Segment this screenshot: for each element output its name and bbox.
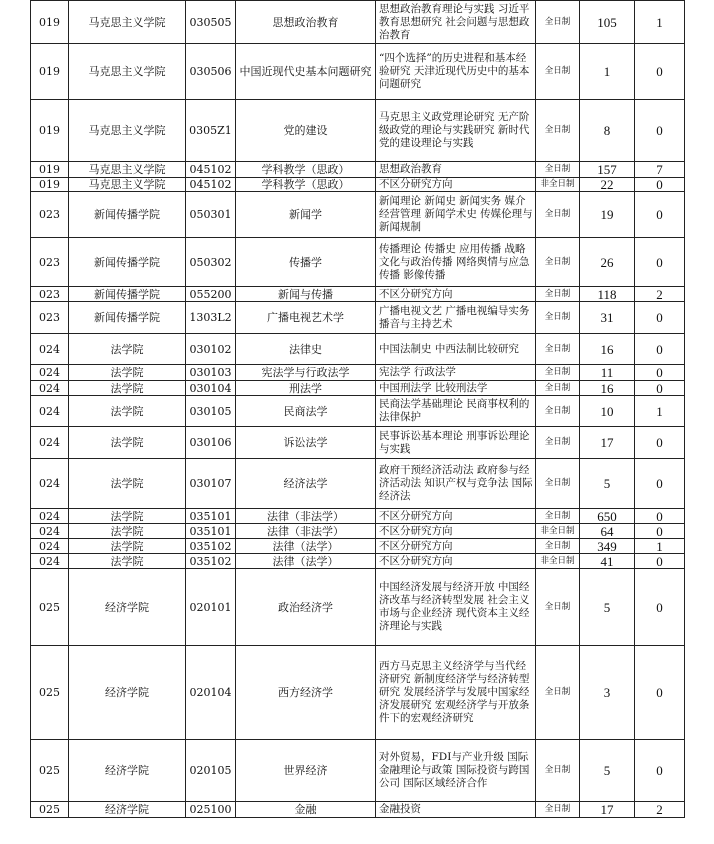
major-code-cell: 020104	[186, 646, 236, 740]
table-row	[31, 238, 685, 287]
admitted-cell: 0	[635, 100, 685, 162]
major-code-cell: 030107	[186, 459, 236, 509]
dept-code-cell: 025	[31, 646, 69, 740]
admitted-cell: 0	[635, 740, 685, 802]
department-cell: 法学院	[69, 554, 186, 569]
admitted-cell: 1	[635, 396, 685, 427]
table-row	[31, 381, 685, 396]
major-cell: 法律（法学）	[236, 554, 376, 569]
applicants-cell: 19	[580, 192, 635, 238]
applicants-cell: 10	[580, 396, 635, 427]
dept-code-cell: 024	[31, 459, 69, 509]
table-row	[31, 459, 685, 509]
department-cell: 法学院	[69, 334, 186, 365]
dept-code-cell: 023	[31, 192, 69, 238]
admitted-cell: 0	[635, 44, 685, 100]
dept-code-cell: 023	[31, 302, 69, 334]
admitted-cell: 0	[635, 569, 685, 646]
direction-cell: 中国法制史 中西法制比较研究	[376, 334, 536, 365]
direction-cell: 传播理论 传播史 应用传播 战略文化与政治传播 网络舆情与应急传播 影像传播	[376, 238, 536, 287]
admitted-cell: 0	[635, 192, 685, 238]
table-body	[31, 1, 685, 818]
applicants-cell: 17	[580, 802, 635, 818]
study-mode-cell: 全日制	[536, 334, 580, 365]
admitted-cell: 2	[635, 287, 685, 302]
major-code-cell: 050302	[186, 238, 236, 287]
major-cell: 传播学	[236, 238, 376, 287]
admitted-cell: 0	[635, 509, 685, 524]
major-code-cell: 025100	[186, 802, 236, 818]
admitted-cell: 1	[635, 539, 685, 554]
study-mode-cell: 全日制	[536, 162, 580, 178]
major-cell: 新闻学	[236, 192, 376, 238]
direction-cell: 民事诉讼基本理论 刑事诉讼理论与实践	[376, 427, 536, 459]
dept-code-cell: 024	[31, 365, 69, 381]
major-cell: 党的建设	[236, 100, 376, 162]
table-row	[31, 100, 685, 162]
dept-code-cell: 024	[31, 381, 69, 396]
dept-code-cell: 023	[31, 287, 69, 302]
direction-cell: 中国刑法学 比较刑法学	[376, 381, 536, 396]
department-cell: 马克思主义学院	[69, 162, 186, 178]
dept-code-cell: 019	[31, 178, 69, 192]
applicants-cell: 157	[580, 162, 635, 178]
major-code-cell: 045102	[186, 178, 236, 192]
applicants-cell: 8	[580, 100, 635, 162]
dept-code-cell: 019	[31, 44, 69, 100]
study-mode-cell: 全日制	[536, 740, 580, 802]
major-code-cell: 020105	[186, 740, 236, 802]
department-cell: 经济学院	[69, 646, 186, 740]
direction-cell: 新闻理论 新闻史 新闻实务 媒介经营管理 新闻学术史 传媒伦理与新闻规制	[376, 192, 536, 238]
dept-code-cell: 025	[31, 740, 69, 802]
department-cell: 法学院	[69, 539, 186, 554]
table-row	[31, 287, 685, 302]
applicants-cell: 105	[580, 1, 635, 44]
study-mode-cell: 全日制	[536, 365, 580, 381]
major-cell: 法律史	[236, 334, 376, 365]
admitted-cell: 0	[635, 381, 685, 396]
major-cell: 思想政治教育	[236, 1, 376, 44]
major-code-cell: 035101	[186, 509, 236, 524]
table-row	[31, 44, 685, 100]
department-cell: 法学院	[69, 509, 186, 524]
admitted-cell: 0	[635, 554, 685, 569]
applicants-cell: 22	[580, 178, 635, 192]
department-cell: 法学院	[69, 381, 186, 396]
admitted-cell: 1	[635, 1, 685, 44]
applicants-cell: 650	[580, 509, 635, 524]
table-row	[31, 646, 685, 740]
admitted-cell: 2	[635, 802, 685, 818]
applicants-cell: 5	[580, 569, 635, 646]
study-mode-cell: 非全日制	[536, 178, 580, 192]
major-code-cell: 035102	[186, 554, 236, 569]
major-code-cell: 045102	[186, 162, 236, 178]
major-cell: 世界经济	[236, 740, 376, 802]
major-code-cell: 030105	[186, 396, 236, 427]
dept-code-cell: 024	[31, 539, 69, 554]
major-cell: 金融	[236, 802, 376, 818]
admitted-cell: 0	[635, 334, 685, 365]
direction-cell: 金融投资	[376, 802, 536, 818]
direction-cell: “四个选择”的历史进程和基本经验研究 天津近现代历史中的基本问题研究	[376, 44, 536, 100]
direction-cell: 不区分研究方向	[376, 178, 536, 192]
admitted-cell: 7	[635, 162, 685, 178]
department-cell: 马克思主义学院	[69, 178, 186, 192]
study-mode-cell: 全日制	[536, 802, 580, 818]
direction-cell: 广播电视文艺 广播电视编导实务 播音与主持艺术	[376, 302, 536, 334]
applicants-cell: 1	[580, 44, 635, 100]
admitted-cell: 0	[635, 178, 685, 192]
study-mode-cell: 非全日制	[536, 554, 580, 569]
major-code-cell: 030506	[186, 44, 236, 100]
major-code-cell: 030505	[186, 1, 236, 44]
dept-code-cell: 019	[31, 100, 69, 162]
major-code-cell: 050301	[186, 192, 236, 238]
admitted-cell: 0	[635, 427, 685, 459]
major-code-cell: 035102	[186, 539, 236, 554]
study-mode-cell: 全日制	[536, 44, 580, 100]
admissions-table	[30, 0, 685, 818]
major-cell: 学科教学（思政）	[236, 162, 376, 178]
study-mode-cell: 全日制	[536, 238, 580, 287]
applicants-cell: 349	[580, 539, 635, 554]
direction-cell: 不区分研究方向	[376, 554, 536, 569]
admitted-cell: 0	[635, 646, 685, 740]
table-row	[31, 365, 685, 381]
admitted-cell: 0	[635, 302, 685, 334]
major-cell: 宪法学与行政法学	[236, 365, 376, 381]
table-row	[31, 1, 685, 44]
dept-code-cell: 025	[31, 569, 69, 646]
major-cell: 经济法学	[236, 459, 376, 509]
applicants-cell: 118	[580, 287, 635, 302]
dept-code-cell: 024	[31, 427, 69, 459]
table-row	[31, 396, 685, 427]
department-cell: 新闻传播学院	[69, 287, 186, 302]
applicants-cell: 3	[580, 646, 635, 740]
study-mode-cell: 全日制	[536, 459, 580, 509]
major-code-cell: 055200	[186, 287, 236, 302]
major-code-cell: 030103	[186, 365, 236, 381]
table-row	[31, 334, 685, 365]
study-mode-cell: 全日制	[536, 646, 580, 740]
department-cell: 马克思主义学院	[69, 44, 186, 100]
direction-cell: 民商法学基础理论 民商事权利的法律保护	[376, 396, 536, 427]
dept-code-cell: 019	[31, 1, 69, 44]
major-cell: 刑法学	[236, 381, 376, 396]
dept-code-cell: 025	[31, 802, 69, 818]
department-cell: 新闻传播学院	[69, 302, 186, 334]
major-cell: 西方经济学	[236, 646, 376, 740]
direction-cell: 中国经济发展与经济开放 中国经济改革与经济转型发展 社会主义市场与企业经济 现代资本主义经济理论与实践	[376, 569, 536, 646]
department-cell: 马克思主义学院	[69, 1, 186, 44]
major-cell: 诉讼法学	[236, 427, 376, 459]
dept-code-cell: 024	[31, 554, 69, 569]
major-cell: 中国近现代史基本问题研究	[236, 44, 376, 100]
direction-cell: 不区分研究方向	[376, 539, 536, 554]
applicants-cell: 41	[580, 554, 635, 569]
study-mode-cell: 全日制	[536, 100, 580, 162]
applicants-cell: 16	[580, 381, 635, 396]
dept-code-cell: 024	[31, 524, 69, 539]
applicants-cell: 17	[580, 427, 635, 459]
major-cell: 民商法学	[236, 396, 376, 427]
admitted-cell: 0	[635, 459, 685, 509]
applicants-cell: 31	[580, 302, 635, 334]
major-code-cell: 020101	[186, 569, 236, 646]
applicants-cell: 5	[580, 740, 635, 802]
dept-code-cell: 023	[31, 238, 69, 287]
department-cell: 马克思主义学院	[69, 100, 186, 162]
applicants-cell: 16	[580, 334, 635, 365]
admissions-table-container	[30, 0, 684, 818]
dept-code-cell: 024	[31, 396, 69, 427]
table-row	[31, 524, 685, 539]
table-row	[31, 509, 685, 524]
major-code-cell: 0305Z1	[186, 100, 236, 162]
direction-cell: 西方马克思主义经济学与当代经济研究 新制度经济学与经济转型研究 发展经济学与发展中国家经济发展研究 宏观经济学与开放条件下的宏观经济研究	[376, 646, 536, 740]
major-cell: 学科教学（思政）	[236, 178, 376, 192]
direction-cell: 不区分研究方向	[376, 524, 536, 539]
study-mode-cell: 全日制	[536, 569, 580, 646]
admitted-cell: 0	[635, 365, 685, 381]
table-row	[31, 302, 685, 334]
department-cell: 法学院	[69, 427, 186, 459]
direction-cell: 思想政治教育理论与实践 习近平教育思想研究 社会问题与思想政治教育	[376, 1, 536, 44]
direction-cell: 对外贸易，FDI与产业升级 国际金融理论与政策 国际投资与跨国公司 国际区域经济合作	[376, 740, 536, 802]
table-row	[31, 802, 685, 818]
major-cell: 政治经济学	[236, 569, 376, 646]
department-cell: 经济学院	[69, 802, 186, 818]
direction-cell: 政府干预经济活动法 政府参与经济活动法 知识产权与竞争法 国际经济法	[376, 459, 536, 509]
table-row	[31, 539, 685, 554]
table-row	[31, 740, 685, 802]
study-mode-cell: 非全日制	[536, 524, 580, 539]
major-cell: 法律（非法学）	[236, 509, 376, 524]
table-row	[31, 162, 685, 178]
study-mode-cell: 全日制	[536, 192, 580, 238]
direction-cell: 马克思主义政党理论研究 无产阶级政党的理论与实践研究 新时代党的建设理论与实践	[376, 100, 536, 162]
dept-code-cell: 019	[31, 162, 69, 178]
major-code-cell: 030106	[186, 427, 236, 459]
department-cell: 经济学院	[69, 740, 186, 802]
department-cell: 法学院	[69, 396, 186, 427]
dept-code-cell: 024	[31, 334, 69, 365]
study-mode-cell: 全日制	[536, 509, 580, 524]
admitted-cell: 0	[635, 238, 685, 287]
major-code-cell: 1303L2	[186, 302, 236, 334]
applicants-cell: 64	[580, 524, 635, 539]
study-mode-cell: 全日制	[536, 302, 580, 334]
major-code-cell: 030102	[186, 334, 236, 365]
dept-code-cell: 024	[31, 509, 69, 524]
department-cell: 法学院	[69, 365, 186, 381]
applicants-cell: 11	[580, 365, 635, 381]
direction-cell: 思想政治教育	[376, 162, 536, 178]
table-row	[31, 178, 685, 192]
department-cell: 法学院	[69, 459, 186, 509]
applicants-cell: 5	[580, 459, 635, 509]
admitted-cell: 0	[635, 524, 685, 539]
study-mode-cell: 全日制	[536, 287, 580, 302]
direction-cell: 不区分研究方向	[376, 287, 536, 302]
major-cell: 法律（法学）	[236, 539, 376, 554]
study-mode-cell: 全日制	[536, 396, 580, 427]
major-code-cell: 030104	[186, 381, 236, 396]
direction-cell: 宪法学 行政法学	[376, 365, 536, 381]
department-cell: 新闻传播学院	[69, 238, 186, 287]
major-cell: 法律（非法学）	[236, 524, 376, 539]
study-mode-cell: 全日制	[536, 539, 580, 554]
study-mode-cell: 全日制	[536, 1, 580, 44]
table-row	[31, 427, 685, 459]
department-cell: 经济学院	[69, 569, 186, 646]
major-code-cell: 035101	[186, 524, 236, 539]
study-mode-cell: 全日制	[536, 381, 580, 396]
study-mode-cell: 全日制	[536, 427, 580, 459]
table-row	[31, 192, 685, 238]
table-row	[31, 569, 685, 646]
department-cell: 新闻传播学院	[69, 192, 186, 238]
direction-cell: 不区分研究方向	[376, 509, 536, 524]
major-cell: 新闻与传播	[236, 287, 376, 302]
department-cell: 法学院	[69, 524, 186, 539]
applicants-cell: 26	[580, 238, 635, 287]
table-row	[31, 554, 685, 569]
major-cell: 广播电视艺术学	[236, 302, 376, 334]
